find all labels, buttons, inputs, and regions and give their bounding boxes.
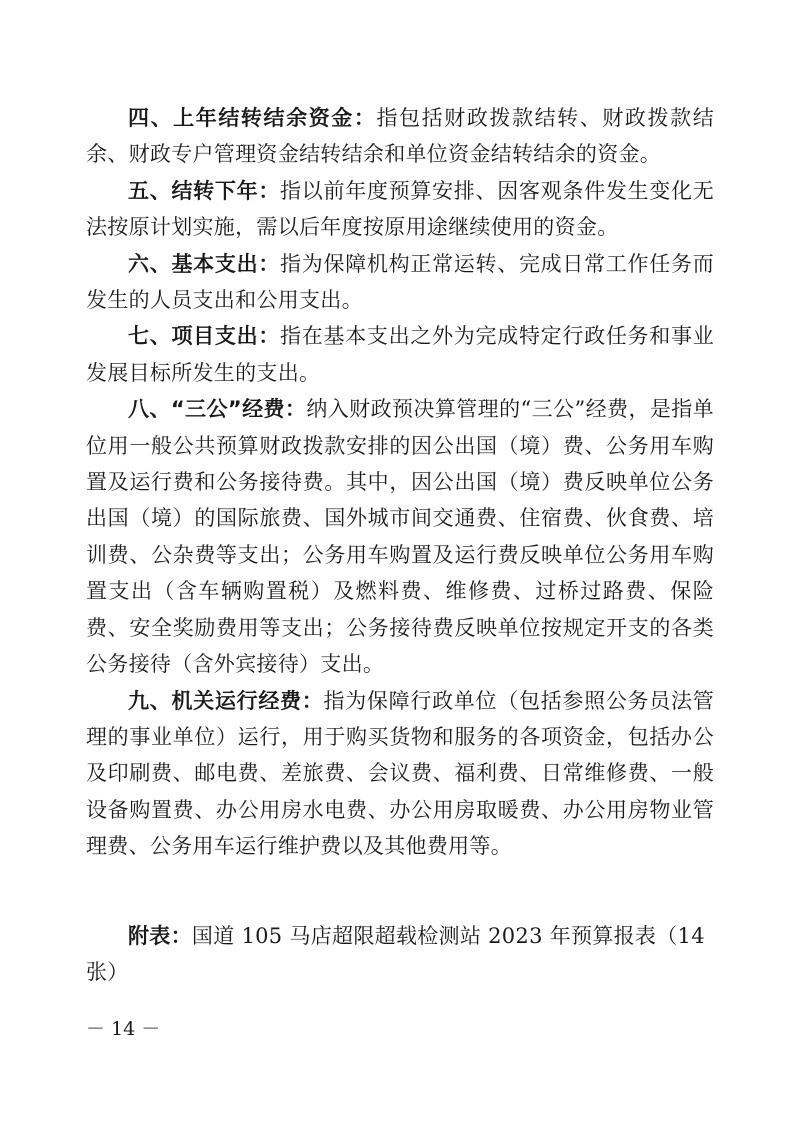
term-heading: 五、结转下年： bbox=[128, 178, 281, 203]
term-heading: 九、机关运行经费： bbox=[128, 688, 324, 713]
term-definition: 指在基本支出之外为完成特定行政任务和事业发展目标所发生的支出。 bbox=[86, 324, 715, 385]
term-heading: 四、上年结转结余资金： bbox=[128, 106, 377, 130]
attachment-note bbox=[86, 918, 714, 990]
term-definition: 指包括财政拨款结转、财政拨款结余、财政专户管理资金结转结余和单位资金结转结余的资金。 bbox=[86, 106, 714, 167]
paragraph-three-public-expenses bbox=[86, 391, 714, 682]
term-heading: 六、基本支出： bbox=[128, 251, 281, 276]
attachment-label: 附表： bbox=[128, 924, 192, 948]
term-definition: 指为保障机构正常运转、完成日常工作任务而发生的人员支出和公用支出。 bbox=[86, 251, 715, 313]
document-body bbox=[86, 100, 714, 865]
paragraph-agency-operating-expenses bbox=[86, 683, 714, 865]
term-definition: 指为保障行政单位（包括参照公务员法管理的事业单位）运行，用于购买货物和服务的各项资金，包括办公及印刷费、邮电费、差旅费、会议费、福利费、日常维修费、一般设备购置费、办公用房水电费、办公用房取暖费、办公用房物业管理费、公务用车运行维护费以及其他费用等。 bbox=[86, 688, 715, 859]
attachment-text: 国道 105 马店超限超载检测站 2023 年预算报表（14 张） bbox=[86, 924, 705, 984]
term-heading: 八、“三公”经费： bbox=[128, 397, 307, 422]
paragraph-carry-to-next-year bbox=[86, 173, 714, 246]
page-number: － 14 － bbox=[86, 1018, 161, 1040]
paragraph-project-expenditure bbox=[86, 318, 714, 391]
term-definition: 指以前年度预算安排、因客观条件发生变化无法按原计划实施，需以后年度按原用途继续使用的资金。 bbox=[86, 178, 715, 240]
term-heading: 七、项目支出： bbox=[128, 324, 281, 349]
term-definition: 纳入财政预决算管理的“三公”经费，是指单位用一般公共预算财政拨款安排的因公出国（境）费、公务用车购置及运行费和公务接待费。其中，因公出国（境）费反映单位公务出国（境）的国际旅费、国外城市间交通费、住宿费、伙食费、培训费、公杂费等支出；公务用车购置及运行费反映单位公务用车购置支出（含车辆购置税）及燃料费、维修费、过桥过路费、保险费、安全奖励费用等支出；公务接待费反映单位按规定开支的各类公务接待（含外宾接待）支出。 bbox=[86, 397, 714, 677]
paragraph-basic-expenditure bbox=[86, 246, 714, 319]
paragraph-carryover-balance-funds bbox=[86, 100, 714, 173]
